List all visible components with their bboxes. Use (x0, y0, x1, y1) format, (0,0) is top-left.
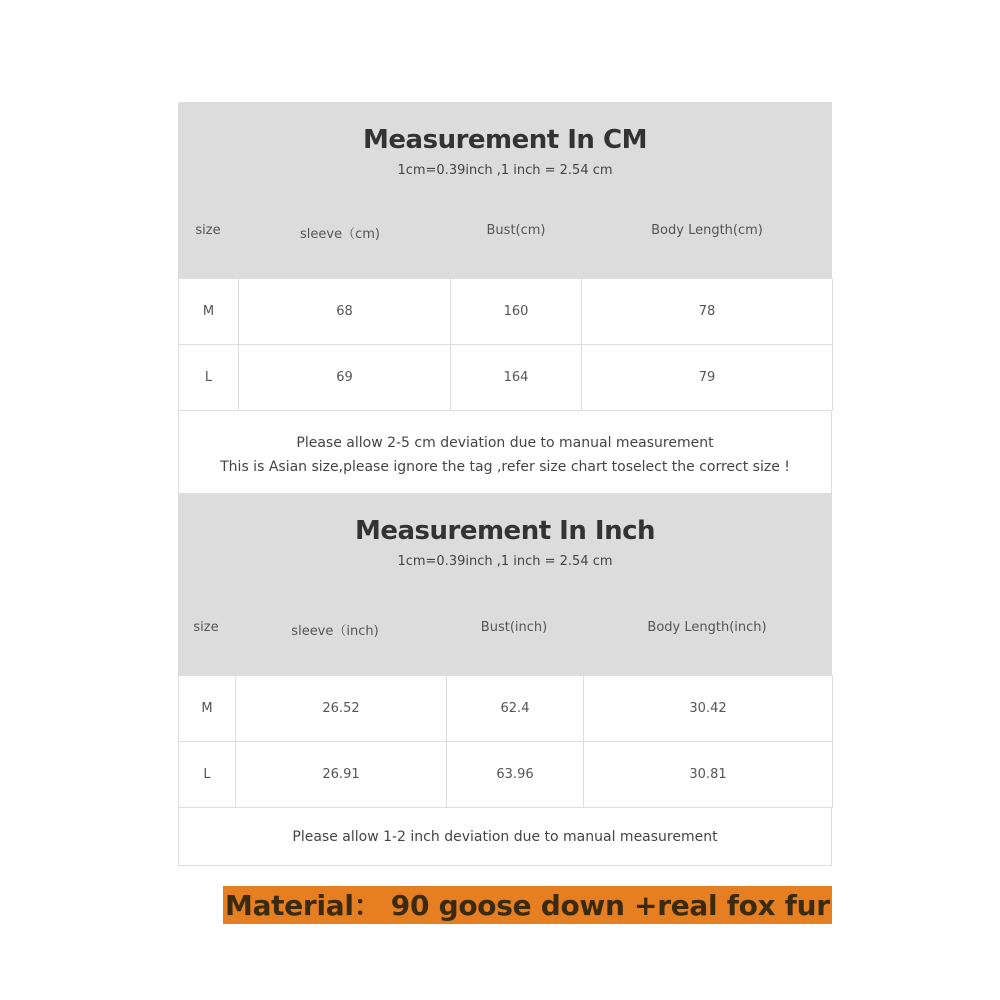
table-cell-size: L (179, 345, 239, 411)
table-cell-body-length: 78 (582, 279, 833, 345)
table-cell-sleeve: 26.52 (236, 676, 447, 742)
table-row (179, 676, 833, 742)
cm-title: Measurement In CM (363, 125, 647, 155)
table-row (179, 742, 833, 808)
table-cell-bust: 63.96 (447, 742, 584, 808)
column-header-sleeve: sleeve（cm) (300, 227, 380, 242)
table-cell-bust: 62.4 (447, 676, 584, 742)
table-cell-bust: 164 (451, 345, 582, 411)
cm-deviation-text: Please allow 2-5 cm deviation due to manual measurement (296, 435, 714, 451)
inch-title: Measurement In Inch (354, 516, 656, 546)
table-row (179, 279, 833, 345)
inch-conversion-note: 1cm=0.39inch ,1 inch = 2.54 cm (397, 554, 613, 569)
cm-conversion-note: 1cm=0.39inch ,1 inch = 2.54 cm (397, 163, 613, 178)
table-cell-size: L (179, 742, 236, 808)
table-cell-sleeve: 69 (239, 345, 451, 411)
table-row (179, 345, 833, 411)
cm-column-headers (178, 216, 832, 246)
column-header-size: size (193, 620, 219, 635)
column-header-size: size (195, 223, 221, 238)
asian-size-text: This is Asian size,please ignore the tag ,refer size chart toselect the correct size ! (220, 459, 790, 475)
cm-deviation-note (178, 411, 832, 493)
table-cell-bust: 160 (451, 279, 582, 345)
table-cell-sleeve: 68 (239, 279, 451, 345)
cm-section-header (178, 102, 832, 278)
table-cell-body-length: 30.81 (584, 742, 833, 808)
cm-table (178, 278, 833, 411)
table-cell-body-length: 30.42 (584, 676, 833, 742)
column-header-bust: Bust(cm) (486, 223, 546, 238)
table-cell-body-length: 79 (582, 345, 833, 411)
material-banner: Material： 90 goose down +real fox fur (223, 886, 832, 924)
column-header-bust: Bust(inch) (480, 620, 548, 635)
column-header-sleeve: sleeve（inch) (291, 624, 379, 639)
table-cell-sleeve: 26.91 (236, 742, 447, 808)
size-chart (178, 102, 832, 866)
inch-column-headers (178, 613, 832, 643)
table-cell-size: M (179, 676, 236, 742)
inch-section-header (178, 493, 832, 675)
inch-table (178, 675, 833, 808)
column-header-body-length: Body Length(cm) (651, 223, 763, 238)
inch-deviation-note: Please allow 1-2 inch deviation due to manual measurement (178, 808, 832, 866)
table-cell-size: M (179, 279, 239, 345)
column-header-body-length: Body Length(inch) (647, 620, 767, 635)
